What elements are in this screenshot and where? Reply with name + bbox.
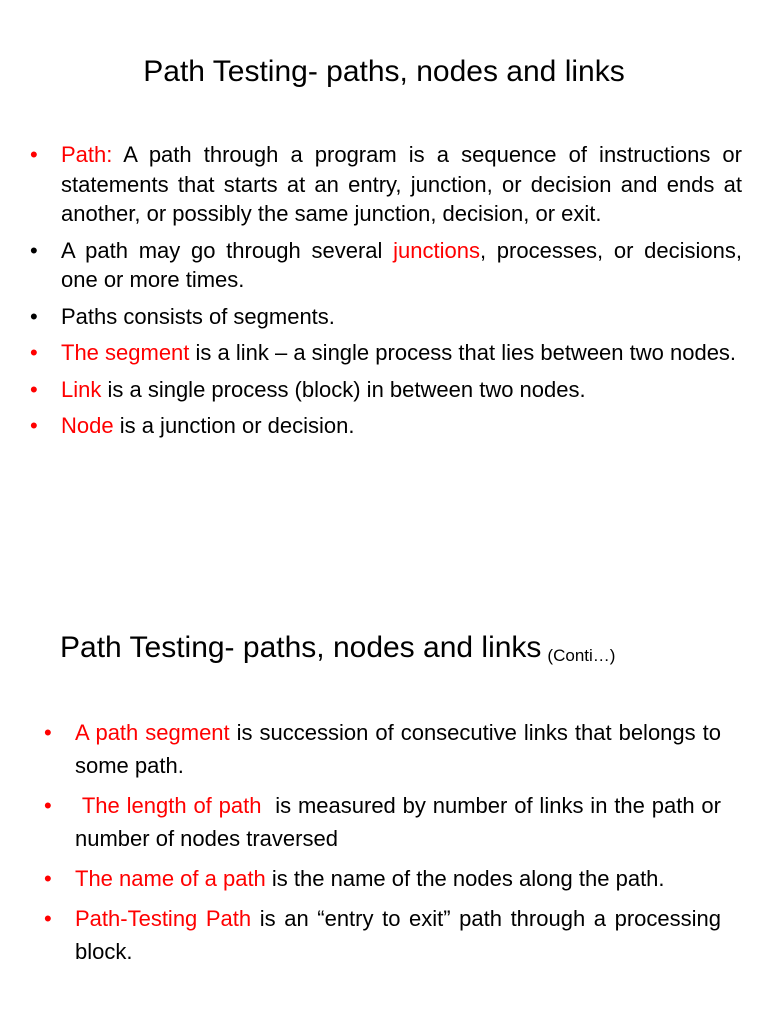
term-path-testing-path: Path-Testing Path (75, 906, 252, 931)
bullet-text: is a single process (block) in between two nodes. (101, 376, 586, 402)
bullet-dot: • (44, 793, 52, 818)
term-link: Link (61, 376, 102, 402)
bullet-item-segments (30, 302, 742, 332)
term-path: Path: (61, 142, 113, 167)
bullet-dot: • (30, 376, 38, 402)
bullet-item-junctions (30, 236, 742, 295)
slide-1-title: Path Testing- paths, nodes and links (143, 55, 625, 88)
term-node: Node (61, 413, 114, 438)
bullet-item-path (30, 140, 742, 229)
bullet-dot: • (30, 237, 38, 263)
term-path-segment: A path segment (75, 720, 230, 745)
bullet-item-path-testing-path (44, 902, 721, 968)
term-junctions: junctions (393, 237, 480, 263)
bullet-item-name-of-path (44, 862, 721, 895)
slide-2-bullet-list (44, 716, 721, 975)
bullet-item-link (30, 375, 742, 405)
slide-2-title-text: Path Testing- paths, nodes and links (60, 631, 542, 664)
term-length-of-path: The length of path (75, 793, 262, 818)
slide-2-title-suffix: (Conti…) (547, 646, 616, 665)
bullet-dot: • (30, 413, 38, 438)
bullet-dot: • (44, 866, 52, 891)
bullet-text-before: A path may go through several (61, 237, 394, 263)
bullet-item-node (30, 411, 742, 441)
bullet-text: A path through a program is a sequence of instructions or statements that starts at an entry, junction, or decision and ends at another, or possibly the same junction, decision, or exit. (61, 142, 742, 226)
bullet-text: Paths consists of segments. (61, 303, 335, 329)
bullet-item-length-of-path (44, 789, 721, 855)
bullet-dot: • (44, 906, 52, 931)
slide-1-bullet-list (30, 140, 742, 448)
bullet-text: is measured by number of links in the path or number of nodes traversed (75, 793, 721, 851)
bullet-text: , processes, or decisions, one or more times. (61, 237, 742, 292)
bullet-dot: • (30, 142, 38, 167)
bullet-text: is an “entry to exit” path through a processing block. (75, 906, 721, 964)
bullet-dot: • (30, 340, 38, 365)
term-the-segment: The segment (61, 340, 190, 365)
bullet-text: is a link – a single process that lies between two nodes. (189, 340, 737, 365)
bullet-text: is the name of the nodes along the path. (265, 866, 665, 891)
bullet-text: is a junction or decision. (113, 413, 355, 438)
bullet-item-the-segment (30, 338, 742, 368)
bullet-text: is succession of consecutive links that belongs to some path. (75, 720, 721, 778)
bullet-dot: • (30, 303, 38, 329)
bullet-dot: • (44, 720, 52, 745)
bullet-item-path-segment (44, 716, 721, 782)
slide-2-title (60, 628, 615, 668)
term-name-of-path: The name of a path (75, 866, 266, 891)
